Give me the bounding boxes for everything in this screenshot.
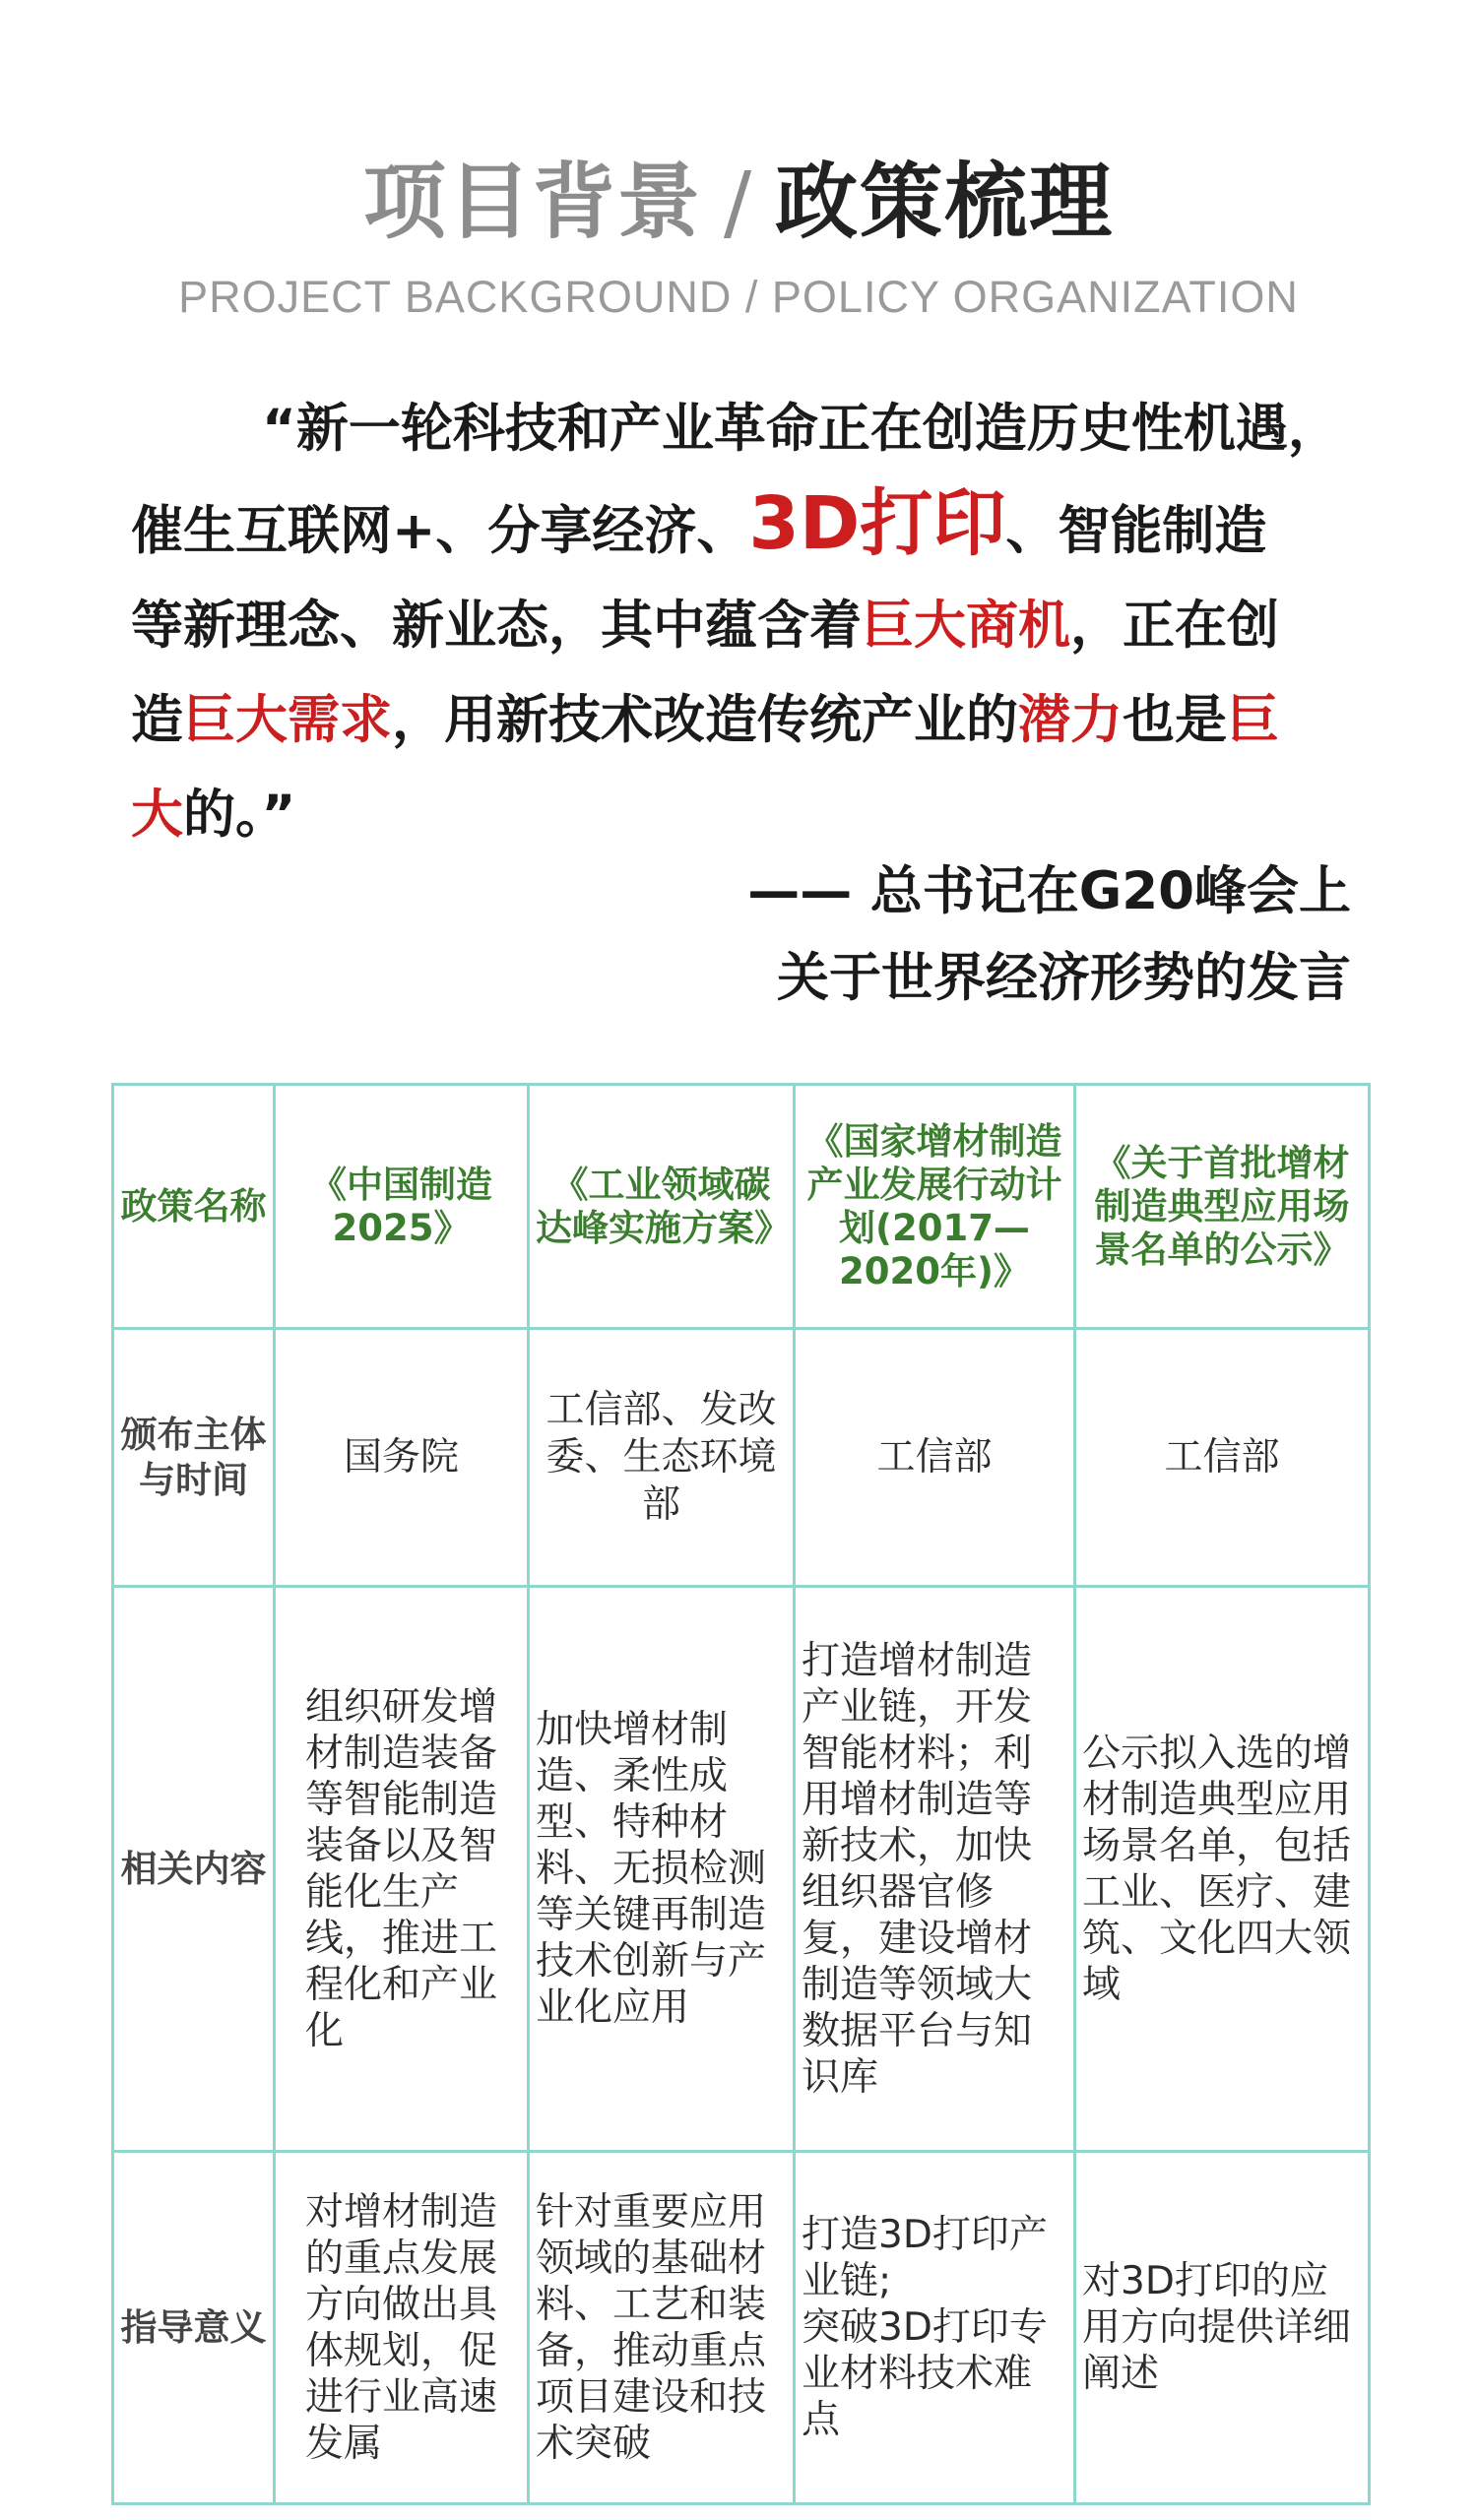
table-row-policy-name	[113, 1085, 1370, 1329]
row-label-content: 相关内容	[113, 1587, 275, 2152]
quote-text: 也是	[1123, 690, 1227, 750]
quote-text: 的。”	[183, 785, 296, 845]
significance-line: 突破3D打印专业材料技术难点	[802, 2305, 1048, 2442]
quote-line-2	[131, 476, 1364, 579]
quote-highlight-potential: 潜力	[1018, 690, 1123, 750]
policy-table	[111, 1083, 1371, 2505]
page-subtitle: PROJECT BACKGROUND / POLICY ORGANIZATION	[178, 272, 1299, 322]
quote-text: 等新理念、新业态，其中蕴含着	[131, 596, 862, 656]
quote-block	[131, 382, 1364, 862]
quote-text: “新一轮科技和产业革命正在创造历史性机遇，	[262, 399, 1340, 459]
quote-highlight-3d-printing: 3D打印	[748, 481, 1006, 566]
quote-text: 催生互联网+、分享经济、	[131, 501, 749, 561]
issuer-cell: 工信部	[1075, 1329, 1370, 1587]
policy-name-made-in-china-2025: 《中国制造2025》	[275, 1085, 529, 1329]
significance-line: 打造3D打印产业链;	[802, 2213, 1048, 2303]
row-label-significance: 指导意义	[113, 2152, 275, 2504]
policy-name-carbon-peak-plan: 《工业领域碳达峰实施方案》	[529, 1085, 795, 1329]
quote-attribution-line-1: —— 总书记在G20峰会上	[747, 861, 1351, 921]
significance-cell: 对增材制造的重点发展方向做出具体规划，促进行业高速发属	[275, 2152, 529, 2504]
table-row-content	[113, 1587, 1370, 2152]
content-cell: 加快增材制造、柔性成型、特种材料、无损检测等关键再制造技术创新与产业化应用	[529, 1587, 795, 2152]
quote-text: ，正在创	[1070, 596, 1279, 656]
quote-highlight-big: 大	[131, 785, 183, 845]
content-cell: 公示拟入选的增材制造典型应用场景名单，包括工业、医疗、建筑、文化四大领域	[1075, 1587, 1370, 2152]
quote-line-4	[131, 673, 1364, 768]
issuer-cell: 国务院	[275, 1329, 529, 1587]
quote-text: ，用新技术改造传统产业的	[392, 690, 1018, 750]
quote-text: 造	[131, 690, 183, 750]
quote-line-3	[131, 579, 1364, 673]
policy-name-application-scenarios-notice: 《关于首批增材制造典型应用场景名单的公示》	[1075, 1085, 1370, 1329]
title-policy-organization: 政策梳理	[775, 154, 1115, 250]
significance-cell	[795, 2152, 1075, 2504]
row-label-issuer: 颁布主体与时间	[113, 1329, 275, 1587]
significance-cell: 针对重要应用领域的基础材料、工艺和装备，推动重点项目建设和技术突破	[529, 2152, 795, 2504]
quote-attribution-line-2: 关于世界经济形势的发言	[777, 948, 1351, 1008]
content-cell: 打造增材制造产业链，开发智能材料；利用增材制造等新技术，加快组织器官修复，建设增材制造等领域大数据平台与知识库	[795, 1587, 1075, 2152]
table-row-significance	[113, 2152, 1370, 2504]
quote-line-1	[131, 382, 1364, 476]
quote-highlight-huge: 巨	[1227, 690, 1279, 750]
quote-highlight-huge-demand: 巨大需求	[183, 690, 392, 750]
table-row-issuer	[113, 1329, 1370, 1587]
row-label-policy-name: 政策名称	[113, 1085, 275, 1329]
quote-text: 、智能制造	[1005, 501, 1267, 561]
title-project-background: 项目背景	[362, 154, 702, 250]
content-cell: 组织研发增材制造装备等智能制造装备以及智能化生产线，推进工程化和产业化	[275, 1587, 529, 2152]
quote-highlight-business-opportunity: 巨大商机	[862, 596, 1070, 656]
policy-name-additive-manufacturing-plan: 《国家增材制造产业发展行动计划(2017—2020年)》	[795, 1085, 1075, 1329]
significance-cell: 对3D打印的应用方向提供详细阐述	[1075, 2152, 1370, 2504]
issuer-cell: 工信部、发改委、生态环境部	[529, 1329, 795, 1587]
page-title	[0, 148, 1477, 256]
issuer-cell: 工信部	[795, 1329, 1075, 1587]
title-separator: /	[723, 154, 754, 250]
